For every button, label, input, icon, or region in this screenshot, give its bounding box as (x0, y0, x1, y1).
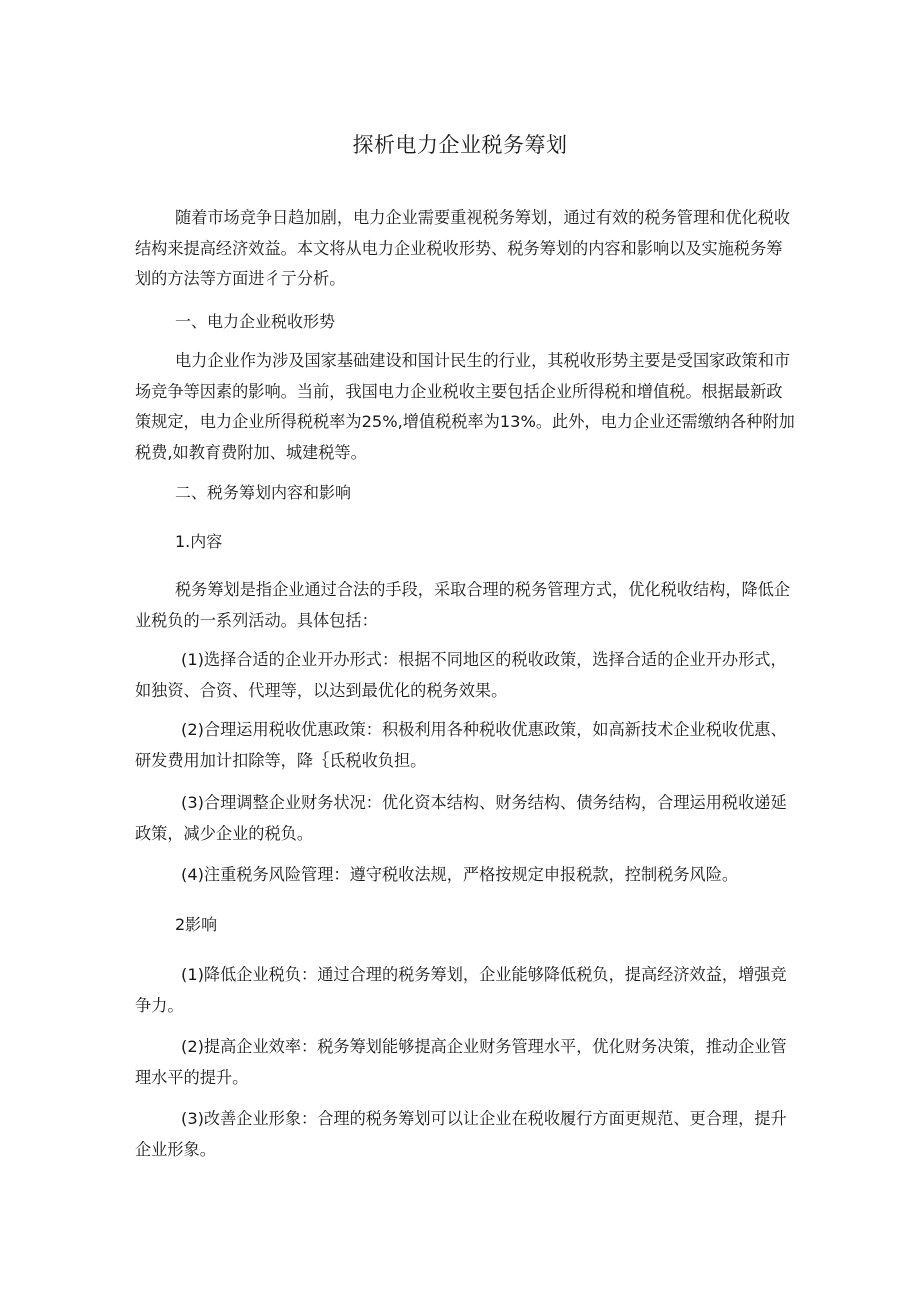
impact-list-item: (1)降低企业税负：通过合理的税务筹划，企业能够降低税负，提高经济效益，增强竞争力。 (135, 965, 787, 1015)
content-list-item: (4)注重税务风险管理：遵守税收法规，严格按规定申报税款，控制税务风险。 (181, 865, 739, 884)
document-title: 探析电力企业税务筹划 (352, 133, 568, 157)
impact-list-item: (3)改善企业形象：合理的税务筹划可以让企业在税收履行方面更规范、更合理，提升企业形象。 (135, 1109, 787, 1159)
subheading-content: 1.内容 (175, 532, 223, 551)
content-list-item: (1)选择合适的企业开办形式：根据不同地区的税收政策，选择合适的企业开办形式，如独资、合资、代理等，以达到最优化的税务效果。 (135, 650, 787, 700)
section-heading-tax-situation: 一、电力企业税收形势 (175, 312, 336, 331)
subheading-impact: 2影响 (175, 915, 218, 934)
content-paragraph: 税务筹划是指企业通过合法的手段，采取合理的税务管理方式，优化税收结构，降低企业税负的一系列活动。具体包括： (135, 580, 791, 630)
content-list-item: (3)合理调整企业财务状况：优化资本结构、财务结构、债务结构，合理运用税收递延政策，减少企业的税负。 (135, 793, 787, 843)
intro-paragraph: 随着市场竞争日趋加剧，电力企业需要重视税务筹划，通过有效的税务管理和优化税收结构来提高经济效益。本文将从电力企业税收形势、税务筹划的内容和影响以及实施税务筹划的方法等方面进彳亍分析。 (135, 208, 791, 288)
tax-situation-paragraph: 电力企业作为涉及国家基础建设和国计民生的行业，其税收形势主要是受国家政策和市场竞争等因素的影响。当前，我国电力企业税收主要包括企业所得税和增值税。根据最新政策规定，电力企业所得税税率为25%,增值税税率为13%。此外，电力企业还需缴纳各种附加税费,如教育费附加、城建税等。 (135, 351, 795, 462)
content-list-item: (2)合理运用税收优惠政策：积极利用各种税收优惠政策，如高新技术企业税收优惠、研发费用加计扣除等，降｛氐税收负担。 (135, 720, 787, 770)
impact-list-item: (2)提高企业效率：税务筹划能够提高企业财务管理水平，优化财务决策，推动企业管理水平的提升。 (135, 1037, 787, 1087)
section-heading-planning: 二、税务筹划内容和影响 (175, 483, 352, 502)
